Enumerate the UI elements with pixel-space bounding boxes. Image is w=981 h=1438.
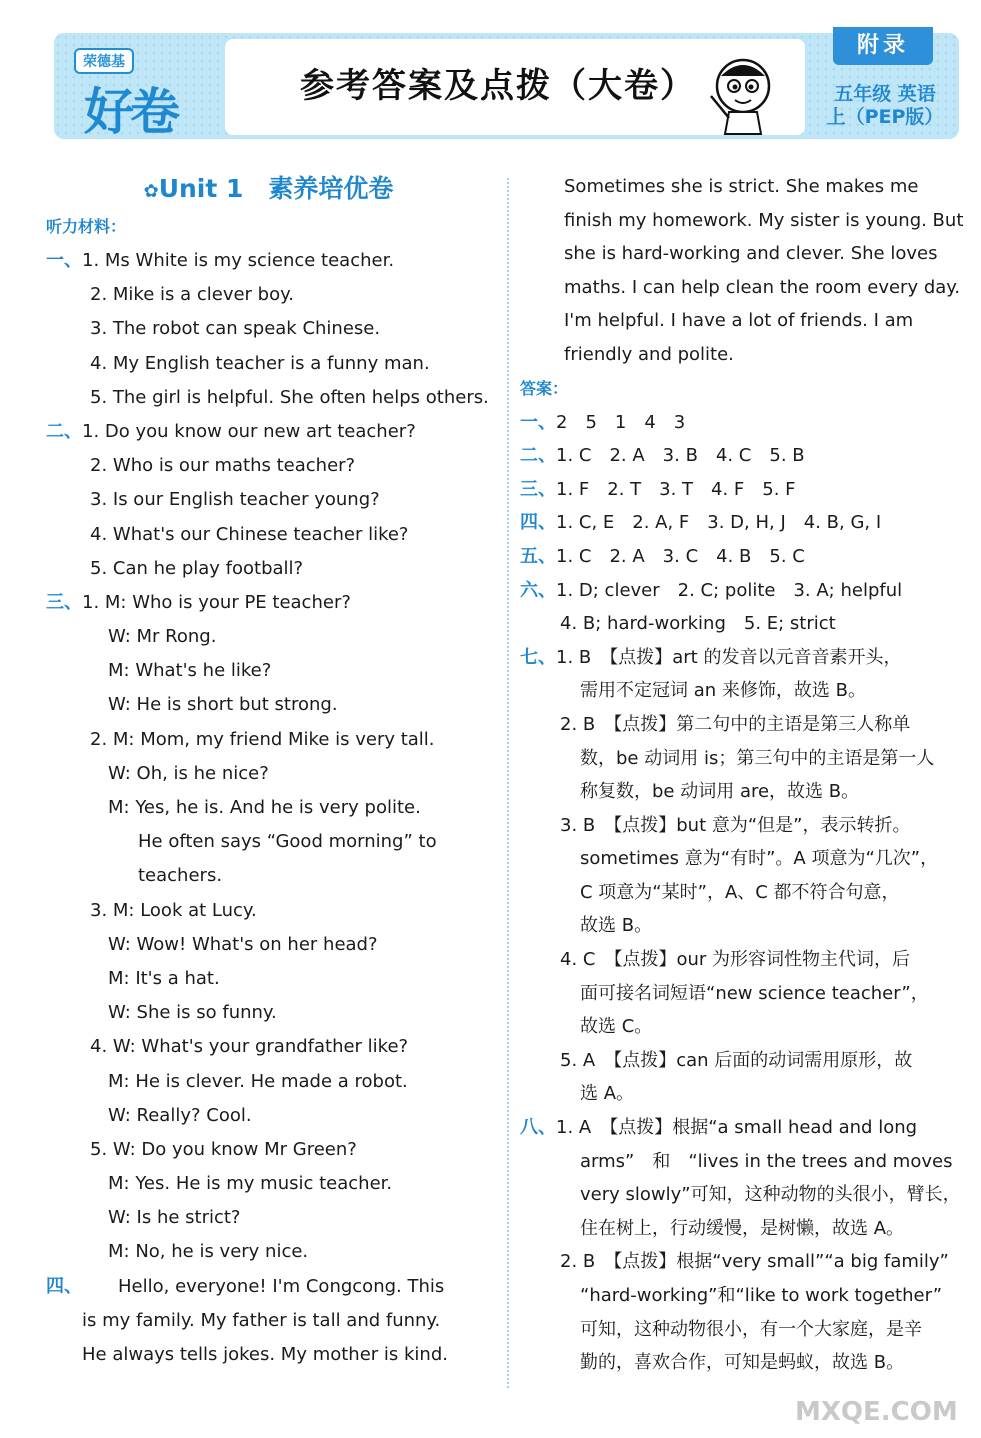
- line-text: 2. Who is our maths teacher?: [90, 455, 356, 477]
- line-text: W: Mr Rong.: [108, 626, 217, 648]
- line-text: 1. C 2. A 3. B 4. C 5. B: [556, 445, 805, 467]
- listening-label: 听力材料：: [46, 217, 127, 236]
- line-text: 故选 C。: [580, 1016, 653, 1038]
- text-line: [520, 1111, 965, 1145]
- line-text: W: Wow! What's on her head?: [108, 933, 378, 955]
- text-line: [46, 449, 491, 483]
- section-number: 一、: [46, 250, 82, 271]
- line-text: 5. The girl is helpful. She often helps others.: [90, 386, 489, 408]
- line-text: is my family. My father is tall and funny.: [82, 1309, 441, 1331]
- watermark-text: MXQE.COM: [795, 1397, 958, 1427]
- line-text: Hello, everyone! I'm Congcong. This: [82, 1275, 445, 1297]
- line-text: 勤的，喜欢合作，可知是蚂蚁，故选 B。: [580, 1352, 905, 1374]
- text-line: [46, 1338, 491, 1372]
- passage-continuation: [520, 170, 965, 372]
- line-text: 1. Do you know our new art teacher?: [82, 420, 416, 442]
- answers-label: 答案：: [520, 378, 569, 398]
- line-text: He often says “Good morning” to: [138, 831, 437, 853]
- text-line: [520, 909, 965, 943]
- column-divider: [507, 178, 509, 1388]
- line-text: M: Yes, he is. And he is very polite.: [108, 797, 421, 818]
- text-line: [520, 506, 965, 540]
- text-line: [46, 1304, 491, 1338]
- text-line: [46, 620, 491, 654]
- grade-edition: 上（PEP版）: [826, 106, 944, 128]
- passage-line: maths. I can help clean the room every day.: [564, 276, 961, 298]
- page-title: 参考答案及点拨（大卷）: [300, 66, 696, 106]
- paw-icon: ✿: [143, 181, 159, 202]
- section-number: 七、: [520, 646, 556, 668]
- line-text: 1. A 【点拨】根据“a small head and long: [556, 1117, 918, 1139]
- brand-logo: [60, 42, 220, 141]
- section-number: 四、: [46, 1275, 82, 1297]
- line-text: 4. B; hard-working 5. E; strict: [560, 613, 836, 635]
- text-line: [520, 977, 965, 1011]
- text-line: [46, 586, 491, 620]
- line-text: 5. W: Do you know Mr Green?: [90, 1138, 357, 1160]
- line-text: 2 5 1 4 3: [556, 411, 686, 433]
- section-number: 二、: [520, 445, 556, 467]
- text-line: [46, 962, 491, 996]
- text-line: [46, 518, 491, 552]
- passage-line: I'm helpful. I have a lot of friends. I am: [564, 310, 914, 332]
- text-line: [520, 775, 965, 809]
- passage-line: friendly and polite.: [564, 343, 734, 365]
- passage-line: Sometimes she is strict. She makes me: [564, 176, 919, 197]
- section-number: 三、: [520, 478, 556, 500]
- section-number: 二、: [46, 420, 82, 442]
- text-line: [46, 859, 491, 893]
- text-line: [520, 641, 965, 675]
- text-line: [520, 1010, 965, 1044]
- text-line: [46, 381, 491, 415]
- line-text: 1. B 【点拨】art 的发音以元音音素开头，: [556, 646, 902, 668]
- line-text: M: He is clever. He made a robot.: [108, 1070, 408, 1092]
- text-line: [520, 607, 965, 641]
- line-text: 3. M: Look at Lucy.: [90, 899, 257, 921]
- line-text: 2. M: Mom, my friend Mike is very tall.: [90, 728, 435, 750]
- text-line: [520, 1245, 965, 1279]
- text-line: [520, 1279, 965, 1313]
- text-line: [46, 1201, 491, 1235]
- line-text: 4. C 【点拨】our 为形容词性物主代词，后: [560, 949, 911, 971]
- text-line: [520, 1044, 965, 1078]
- line-text: 2. Mike is a clever boy.: [90, 284, 294, 306]
- text-line: [520, 708, 965, 742]
- section-number: 五、: [520, 545, 556, 567]
- text-line: [520, 540, 965, 574]
- text-line: [46, 483, 491, 517]
- line-text: W: Oh, is he nice?: [108, 762, 269, 784]
- text-line: [520, 406, 965, 440]
- text-line: [46, 1270, 491, 1304]
- line-text: He always tells jokes. My mother is kind.: [82, 1344, 448, 1365]
- text-line: [46, 791, 491, 825]
- line-text: W: Is he strict?: [108, 1207, 241, 1229]
- text-line: [46, 688, 491, 722]
- text-line: [46, 552, 491, 586]
- line-text: 4. W: What's your grandfather like?: [90, 1036, 409, 1058]
- passage-line: she is hard-working and clever. She loves: [564, 243, 938, 265]
- line-text: 1. C 2. A 3. C 4. B 5. C: [556, 545, 805, 567]
- text-line: [520, 473, 965, 507]
- line-text: M: What's he like?: [108, 660, 272, 682]
- text-line: [520, 674, 965, 708]
- answer-lines: [520, 406, 965, 1380]
- line-text: 可知，这种动物很小，有一个大家庭，是辛: [580, 1318, 922, 1340]
- text-line: [520, 742, 965, 776]
- appendix-tab: 附录: [833, 27, 933, 65]
- line-text: very slowly”可知，这种动物的头很小，臂长，: [580, 1184, 961, 1206]
- line-text: M: No, he is very nice.: [108, 1241, 309, 1263]
- mascot-icon: [705, 54, 795, 136]
- line-text: 2. B 【点拨】根据“very small”“a big family”: [560, 1251, 949, 1273]
- text-line: [520, 1212, 965, 1246]
- line-text: C 项意为“某时”，A、C 都不符合句意，: [580, 881, 900, 903]
- text-line: [520, 943, 965, 977]
- line-text: 1. Ms White is my science teacher.: [82, 250, 395, 271]
- text-line: [520, 574, 965, 608]
- line-text: 称复数，be 动词用 are，故选 B。: [580, 781, 860, 803]
- line-text: sometimes 意为“有时”。A 项意为“几次”，: [580, 848, 939, 870]
- text-line: [46, 1065, 491, 1099]
- line-text: 1. F 2. T 3. T 4. F 5. F: [556, 478, 796, 500]
- line-text: arms” 和 “lives in the trees and moves: [580, 1150, 953, 1172]
- text-line: [46, 825, 491, 859]
- line-text: W: She is so funny.: [108, 1002, 277, 1024]
- line-text: 住在树上，行动缓慢，是树懒，故选 A。: [580, 1217, 905, 1239]
- text-line: [46, 996, 491, 1030]
- text-line: [46, 312, 491, 346]
- left-column: [46, 170, 491, 1372]
- line-text: 选 A。: [580, 1083, 635, 1105]
- listening-lines: [46, 244, 491, 1372]
- text-line: [46, 415, 491, 449]
- text-line: [46, 654, 491, 688]
- section-number: 六、: [520, 579, 556, 601]
- line-text: 数，be 动词用 is；第三句中的主语是第一人: [580, 747, 935, 769]
- text-line: [46, 244, 491, 278]
- line-text: “hard-working”和“like to work together”: [580, 1285, 943, 1306]
- unit-title-text: Unit 1 素养培优卷: [158, 174, 394, 203]
- text-line: [520, 439, 965, 473]
- line-text: 3. B 【点拨】but 意为“但是”，表示转折。: [560, 814, 911, 836]
- grade-label: [826, 83, 944, 129]
- text-line: [520, 1077, 965, 1111]
- line-text: 3. Is our English teacher young?: [90, 489, 380, 511]
- line-text: teachers.: [138, 865, 223, 887]
- text-line: [46, 1099, 491, 1133]
- section-number: 八、: [520, 1117, 556, 1139]
- line-text: M: Yes. He is my music teacher.: [108, 1173, 393, 1195]
- line-text: 4. What's our Chinese teacher like?: [90, 523, 409, 545]
- line-text: 故选 B。: [580, 915, 653, 937]
- line-text: 4. My English teacher is a funny man.: [90, 352, 430, 374]
- passage-line: finish my homework. My sister is young. But: [564, 209, 964, 231]
- text-line: [520, 1145, 965, 1179]
- section-number: 四、: [520, 512, 556, 534]
- line-text: W: He is short but strong.: [108, 694, 338, 716]
- right-column: [520, 170, 965, 1380]
- text-line: [520, 809, 965, 843]
- text-line: [46, 928, 491, 962]
- text-line: [46, 1030, 491, 1064]
- line-text: W: Really? Cool.: [108, 1104, 252, 1126]
- unit-title: [46, 170, 491, 210]
- line-text: 5. A 【点拨】can 后面的动词需用原形，故: [560, 1049, 913, 1071]
- line-text: M: It's a hat.: [108, 967, 220, 989]
- line-text: 2. B 【点拨】第二句中的主语是第三人称单: [560, 713, 911, 735]
- text-line: [46, 723, 491, 757]
- watermark: [770, 1345, 970, 1435]
- text-line: [520, 1178, 965, 1212]
- text-line: [520, 842, 965, 876]
- text-line: [520, 876, 965, 910]
- line-text: 需用不定冠词 an 来修饰，故选 B。: [580, 680, 866, 702]
- text-line: [46, 1133, 491, 1167]
- text-line: [46, 757, 491, 791]
- text-line: [46, 1235, 491, 1269]
- line-text: 1. M: Who is your PE teacher?: [82, 591, 351, 613]
- line-text: 1. D; clever 2. C; polite 3. A; helpful: [556, 579, 903, 601]
- text-line: [46, 347, 491, 381]
- grade-subject: 五年级 英语: [834, 83, 936, 105]
- line-text: 面可接名词短语“new science teacher”，: [580, 982, 929, 1004]
- section-number: 三、: [46, 591, 82, 613]
- text-line: [46, 894, 491, 928]
- line-text: 1. C, E 2. A, F 3. D, H, J 4. B, G, I: [556, 512, 882, 534]
- line-text: 3. The robot can speak Chinese.: [90, 318, 381, 340]
- text-line: [520, 1313, 965, 1347]
- text-line: [46, 278, 491, 312]
- section-number: 一、: [520, 411, 556, 433]
- brand-name: 好卷: [84, 82, 176, 141]
- brand-tag: 荣德基: [74, 48, 134, 74]
- line-text: 5. Can he play football?: [90, 557, 304, 579]
- text-line: [46, 1167, 491, 1201]
